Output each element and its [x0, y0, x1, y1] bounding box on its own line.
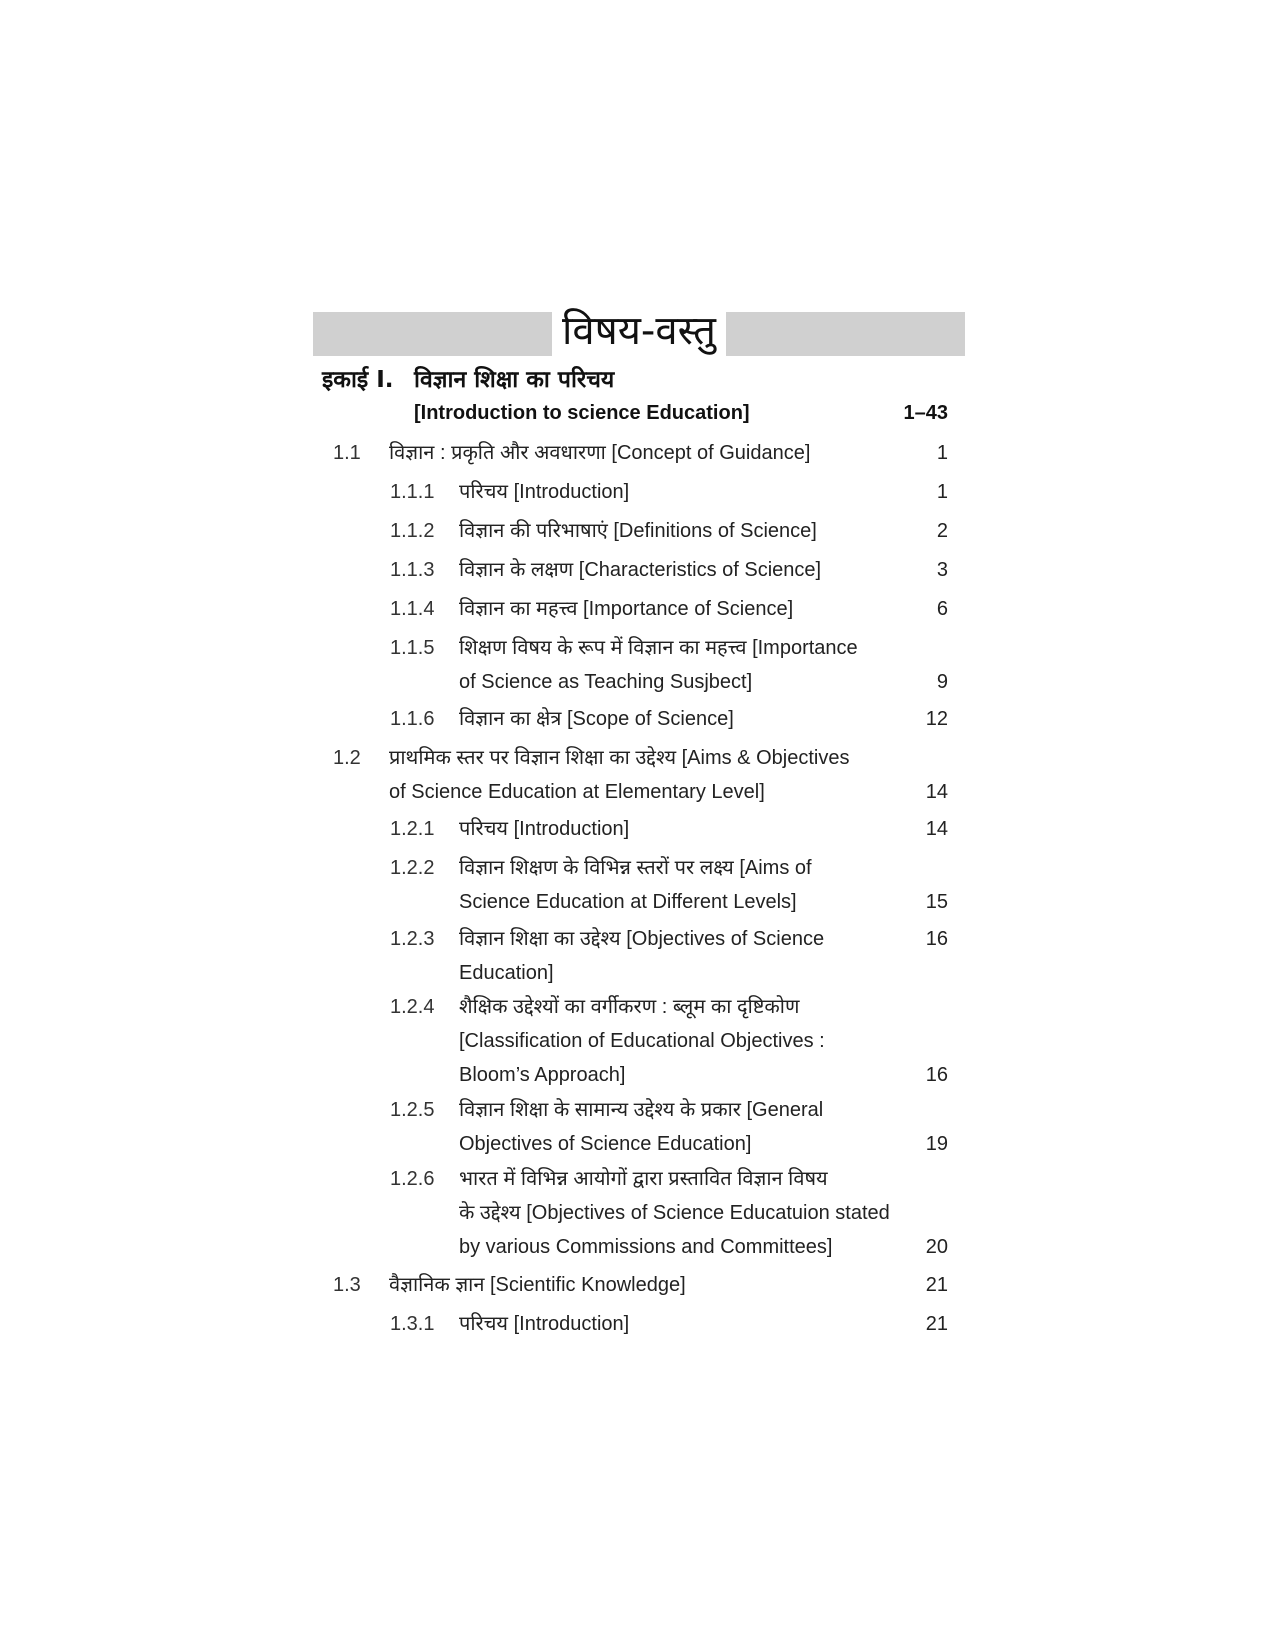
unit-label: इकाई I.: [322, 367, 394, 393]
toc-entry-number: 1.2.1: [390, 818, 435, 840]
unit-heading: [322, 362, 614, 394]
toc-entry-text: प्राथमिक स्तर पर विज्ञान शिक्षा का उद्देश्य [Aims & Objectives: [389, 747, 850, 769]
toc-entry-number: 1.1.2: [390, 520, 435, 542]
toc-entry-page: 6: [936, 598, 948, 620]
toc-entry-page: 1: [936, 481, 948, 503]
toc-entry-text: Education]: [459, 962, 554, 984]
toc-entry-text: [Classification of Educational Objectives :: [459, 1030, 825, 1052]
toc-entry-page: 3: [936, 559, 948, 581]
toc-entry-number: 1.1.5: [390, 637, 435, 659]
toc-entry-text: विज्ञान शिक्षा के सामान्य उद्देश्य के प्रकार [General: [459, 1099, 824, 1121]
toc-entry-page: 1: [936, 442, 948, 464]
toc-entry-text: शिक्षण विषय के रूप में विज्ञान का महत्त्व [Importance: [459, 637, 858, 659]
contents-title-banner: [313, 296, 965, 372]
toc-entry-number: 1.1.4: [390, 598, 435, 620]
toc-entry-text: वैज्ञानिक ज्ञान [Scientific Knowledge]: [389, 1274, 686, 1296]
toc-entry-text: Objectives of Science Education]: [459, 1133, 752, 1155]
toc-entry-number: 1.2.6: [390, 1168, 435, 1190]
toc-entry-text: विज्ञान का महत्त्व [Importance of Science]: [459, 598, 794, 620]
title-bar-right: [726, 312, 965, 356]
toc-entry-number: 1.2.3: [390, 928, 435, 950]
toc-entry-number: 1.1.3: [390, 559, 435, 581]
toc-entry-text: परिचय [Introduction]: [459, 481, 630, 503]
toc-entry-page: 2: [936, 520, 948, 542]
toc-entry-number: 1.1: [333, 442, 361, 464]
toc-entry-number: 1.2.2: [390, 857, 435, 879]
toc-entry-text: विज्ञान : प्रकृति और अवधारणा [Concept of Guidance]: [389, 442, 811, 464]
toc-entry-page: 14: [925, 781, 948, 803]
toc-entry-page: 21: [925, 1313, 948, 1335]
toc-entry-number: 1.3.1: [390, 1313, 435, 1335]
unit-page-range: 1–43: [903, 402, 948, 424]
toc-entry-text: Science Education at Different Levels]: [459, 891, 797, 913]
unit-title-english: [Introduction to science Education]: [414, 402, 750, 424]
toc-entry-number: 1.1.6: [390, 708, 435, 730]
toc-entry-text: of Science as Teaching Susjbect]: [459, 671, 753, 693]
toc-entry-number: 1.2.5: [390, 1099, 435, 1121]
toc-entry-text: by various Commissions and Committees]: [459, 1236, 833, 1258]
toc-entry-text: विज्ञान की परिभाषाएं [Definitions of Science]: [459, 520, 817, 542]
toc-entry-text: के उद्देश्य [Objectives of Science Educatuion stated: [459, 1202, 890, 1224]
toc-entry-text: विज्ञान का क्षेत्र [Scope of Science]: [459, 708, 734, 730]
toc-entry-number: 1.2.4: [390, 996, 435, 1018]
toc-entry-page: 20: [925, 1236, 948, 1258]
toc-entry-text: विज्ञान शिक्षण के विभिन्न स्तरों पर लक्ष्य [Aims of: [459, 857, 812, 879]
toc-entry-page: 14: [925, 818, 948, 840]
toc-entry-text: परिचय [Introduction]: [459, 1313, 630, 1335]
toc-entry-number: 1.1.1: [390, 481, 435, 503]
toc-entry-text: विज्ञान के लक्षण [Characteristics of Science]: [459, 559, 822, 581]
toc-entry-text: भारत में विभिन्न आयोगों द्वारा प्रस्तावित विज्ञान विषय: [459, 1168, 828, 1190]
page-title: विषय-वस्तु: [562, 308, 716, 354]
toc-entry-page: 15: [925, 891, 948, 913]
toc-entry-page: 12: [925, 708, 948, 730]
toc-entry-text: परिचय [Introduction]: [459, 818, 630, 840]
unit-title-hindi: विज्ञान शिक्षा का परिचय: [414, 367, 615, 393]
toc-entry-text: विज्ञान शिक्षा का उद्देश्य [Objectives of Science: [459, 928, 825, 950]
toc-entry-number: 1.2: [333, 747, 361, 769]
toc-entry-text: of Science Education at Elementary Level]: [389, 781, 765, 803]
toc-entry-page: 16: [925, 928, 948, 950]
toc-entry-page: 16: [925, 1064, 948, 1086]
toc-entry-page: 9: [936, 671, 948, 693]
toc-entry-page: 21: [925, 1274, 948, 1296]
toc-entry-text: Bloom’s Approach]: [459, 1064, 626, 1086]
title-bar-left: [313, 312, 552, 356]
toc-entry-text: शैक्षिक उद्देश्यों का वर्गीकरण : ब्लूम का दृष्टिकोण: [459, 996, 800, 1018]
toc-entry-page: 19: [925, 1133, 948, 1155]
toc-entry-number: 1.3: [333, 1274, 361, 1296]
